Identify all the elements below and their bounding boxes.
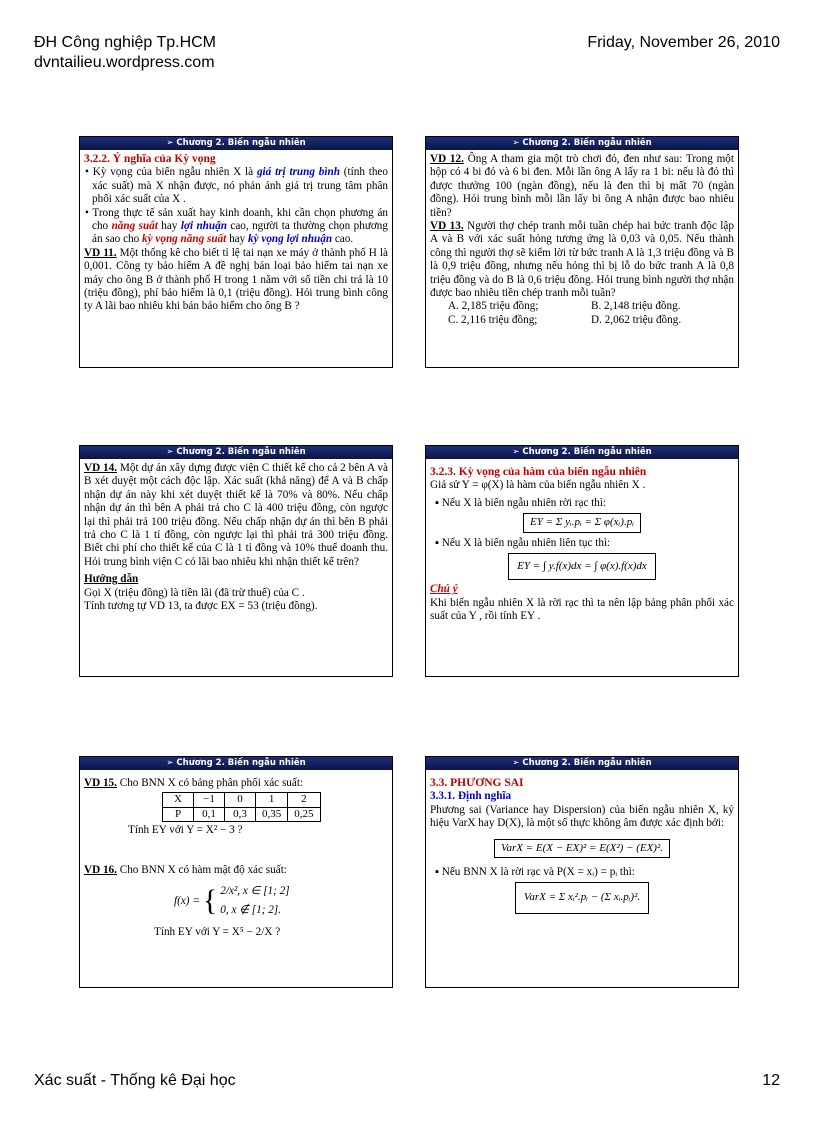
slide-4 <box>425 445 739 677</box>
slide-bar: ➢ Chương 2. Biến ngẫu nhiên <box>80 446 392 459</box>
case-discrete: ▪ Nếu X là biến ngẫu nhiên rời rạc thì: <box>435 496 607 509</box>
table-row-x: X −1 0 1 2 <box>163 793 321 807</box>
section-title: 3.2.3. Kỳ vọng của hàm của biến ngẫu nhiên <box>430 466 647 478</box>
slide-bar: ➢ Chương 2. Biến ngẫu nhiên <box>426 137 738 150</box>
header-site: dvntailieu.wordpress.com <box>34 54 215 71</box>
example-vd12: VD 12. Ông A tham gia một trò chơi đỏ, đen như sau: Trong một hộp có 4 bi đỏ và 6 bi đen. Mỗi lần ông A lấy ra 1 bi: nếu là đỏ thì được thưởng 100 (ngàn đồng), nếu là đen thì bị mất 70 (ngàn đồng). Hỏi trung bình mỗi lần lấy bi ông A nhận được bao nhiêu tiền? <box>430 153 734 219</box>
table-row-p: P 0,1 0,3 0,35 0,25 <box>163 807 321 821</box>
distribution-table <box>162 792 321 822</box>
header-left <box>34 33 216 73</box>
bullet-1: • Kỳ vọng của biến ngẫu nhiên X là giá trị trung bình (tính theo xác suất) mà X nhận được, nó phản ánh giá trị trung tâm phân phối xác suất của X . <box>85 166 388 206</box>
example-vd15: VD 15. Cho BNN X có bảng phân phối xác suất: <box>84 777 304 789</box>
question-16: Tính EY với Y = X⁵ − 2/X ? <box>154 925 281 938</box>
slide-bar: ➢ Chương 2. Biến ngẫu nhiên <box>80 757 392 770</box>
answers-row-2: C. 2,116 triệu đồng; D. 2,062 triệu đồng. <box>448 313 682 326</box>
subsection-title: 3.3.1. Định nghĩa <box>430 790 512 803</box>
slide-2 <box>425 136 739 368</box>
example-vd14: VD 14. Một dự án xây dựng được viện C thiết kế cho cả 2 bên A và B xét duyệt một cách độc lập. Xác suất (khả năng) để A và B chấp nhận dự án này khi xét duyệt thiết kế là 70% và 80%. Nếu chấp nhận dự án thì bên A phải trả cho C là 400 triệu đồng, còn ngược lại thì phải trả 100 triệu đồng. Nếu chấp nhận dự án thì bên B phải trả cho C là 1 tỉ đồng, còn ngược lại thì phải trả 300 triệu đồng. Biết chi phí cho thiết kế của C là 1 tỉ đồng và 10% thuế doanh thu. Hỏi trung bình viện C có lãi bao nhiêu khi nhận thiết kế trên? <box>84 462 388 568</box>
hint-line-2: Tính tương tự VD 13, ta được EX = 53 (triệu đồng). <box>84 600 318 613</box>
bullet-2: • Trong thực tế sản xuất hay kinh doanh, khi cần chọn phương án cho năng suất hay lợi nhuận cao, người ta thường chọn phương án sao cho kỳ vọng năng suất hay kỳ vọng lợi nhuận cao. <box>85 206 388 246</box>
slide-1 <box>79 136 393 368</box>
definition: Phương sai (Variance hay Dispersion) của biến ngẫu nhiên X, ký hiệu VarX hay D(X), là một số thực không âm được xác định bởi: <box>430 803 734 830</box>
slide-5 <box>79 756 393 988</box>
example-vd16: VD 16. Cho BNN X có hàm mật độ xác suất: <box>84 863 287 876</box>
slide-3 <box>79 445 393 677</box>
footer-title: Xác suất - Thống kê Đại học <box>34 1072 236 1089</box>
question-15: Tính EY với Y = X² − 3 ? <box>128 824 243 837</box>
hint-title: Hướng dẫn <box>84 573 139 586</box>
case-discrete: ▪ Nếu BNN X là rời rạc và P(X = xᵢ) = pᵢ thì: <box>435 866 635 879</box>
formula-discrete: EY = Σ yᵢ.pᵢ = Σ φ(xᵢ).pᵢ <box>523 513 641 532</box>
section-title: 3.3. PHƯƠNG SAI <box>430 777 524 789</box>
intro: Giả sử Y = φ(X) là hàm của biến ngẫu nhiên X . <box>430 479 646 492</box>
slide-bar: ➢ Chương 2. Biến ngẫu nhiên <box>80 137 392 150</box>
slide-6 <box>425 756 739 988</box>
note-title: Chú ý <box>430 583 458 596</box>
header-school: ĐH Công nghiệp Tp.HCM <box>34 34 217 51</box>
example-vd11: VD 11. Một thống kê cho biết tỉ lệ tai nạn xe máy ở thành phố H là 0,001. Công ty bảo hiểm A đề nghị bán loại bảo hiểm tai nạn xe máy cho ông B ở thành phố H trong 1 năm với số tiền chi trả là 10 (triệu đồng), phí bảo hiểm là 0,1 (triệu đồng). Hỏi trung bình công ty A lãi bao nhiêu khi bán bảo hiểm cho ông B ? <box>84 246 388 313</box>
section-title: 3.2.2. Ý nghĩa của Kỳ vọng <box>84 153 216 165</box>
hint-line-1: Gọi X (triệu đồng) là tiền lãi (đã trừ thuế) của C . <box>84 586 305 599</box>
example-vd13: VD 13. Người thợ chép tranh mỗi tuần chép hai bức tranh độc lập A và B với xác suất hỏng tương ứng là 0,03 và 0,05. Nếu thành công thì người thợ sẽ kiếm lời từ bức tranh A là 1,3 triệu đồng và B là 0,9 triệu đồng, nhưng nếu hỏng thì bị lỗ do bức tranh A là 0,8 triệu đồng và do B là 0,6 triệu đồng. Hỏi trung bình người thợ nhận được bao nhiêu tiền chép tranh mỗi tuần? <box>430 220 734 300</box>
header-date: Friday, November 26, 2010 <box>587 34 780 51</box>
formula-variance: VarX = E(X − EX)² = E(X²) − (EX)². <box>494 839 670 858</box>
answers-row-1: A. 2,185 triệu đồng; B. 2,148 triệu đồng. <box>448 300 681 313</box>
case-continuous: ▪ Nếu X là biến ngẫu nhiên liên tục thì: <box>435 536 611 549</box>
note-text: Khi biến ngẫu nhiên X là rời rạc thì ta nên lập bảng phân phối xác suất của Y , rồi tính EY . <box>430 596 734 623</box>
formula-continuous: EY = ∫ y.f(x)dx = ∫ φ(x).f(x)dx <box>508 553 656 580</box>
slide-bar: ➢ Chương 2. Biến ngẫu nhiên <box>426 446 738 459</box>
density-function: f(x) = { 2/x², x ∈ [1; 2] 0, x ∉ [1; 2]. <box>174 884 290 918</box>
footer-page-number: 12 <box>762 1072 780 1089</box>
slide-bar: ➢ Chương 2. Biến ngẫu nhiên <box>426 757 738 770</box>
formula-variance-discrete: VarX = Σ xᵢ².pᵢ − (Σ xᵢ.pᵢ)². <box>515 882 649 913</box>
